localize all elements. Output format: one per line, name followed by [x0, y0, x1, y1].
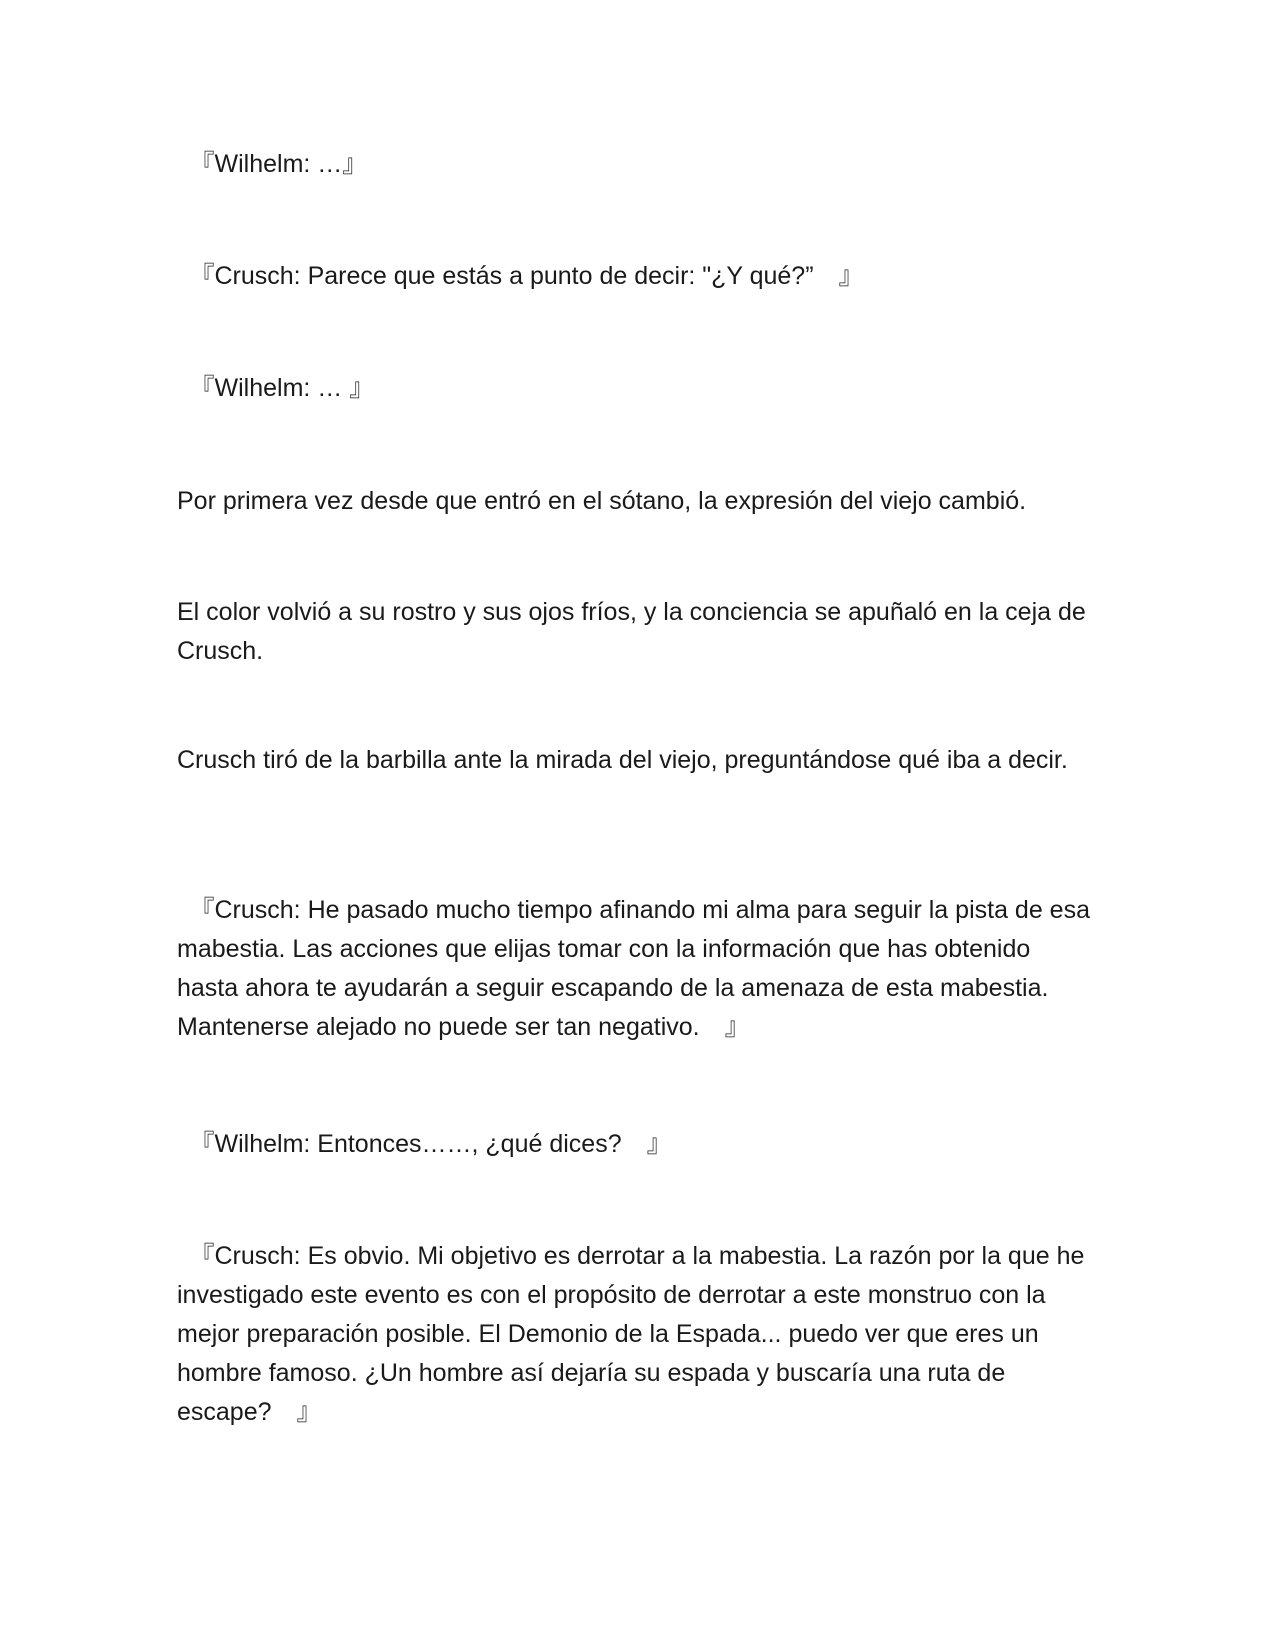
dialogue-crusch-2: 『Crusch: He pasado mucho tiempo afinando mi alma para seguir la pista de esa mabestia. Las acciones que elijas tomar con la información que has obtenido hasta ahora te ayudarán a seguir escapando de la amenaza de esta mabestia. Mantenerse alejado no puede ser tan negativo. 』 — [177, 896, 1090, 1041]
dialogue-wilhelm-2: 『Wilhelm: … 』 — [177, 374, 375, 402]
dialogue-crusch-1: 『Crusch: Parece que estás a punto de decir: "¿Y qué?” 』 — [177, 262, 864, 290]
narration-paragraph-2: El color volvió a su rostro y sus ojos fríos, y la conciencia se apuñaló en la ceja de Crusch. — [177, 598, 1086, 665]
dialogue-crusch-3: 『Crusch: Es obvio. Mi objetivo es derrotar a la mabestia. La razón por la que he investigado este evento es con el propósito de derrotar a este monstruo con la mejor preparación posible. El Demonio de la Espada... puedo ver que eres un hombre famoso. ¿Un hombre así dejaría su espada y buscaría una ruta de escape? 』 — [177, 1242, 1085, 1426]
dialogue-wilhelm-1: 『Wilhelm: …』 — [177, 150, 368, 178]
dialogue-wilhelm-3: 『Wilhelm: Entonces……, ¿qué dices? 』 — [177, 1130, 672, 1158]
narration-paragraph-3: Crusch tiró de la barbilla ante la mirada del viejo, preguntándose qué iba a decir. — [177, 746, 1068, 774]
narration-paragraph-1: Por primera vez desde que entró en el sótano, la expresión del viejo cambió. — [177, 487, 1027, 515]
